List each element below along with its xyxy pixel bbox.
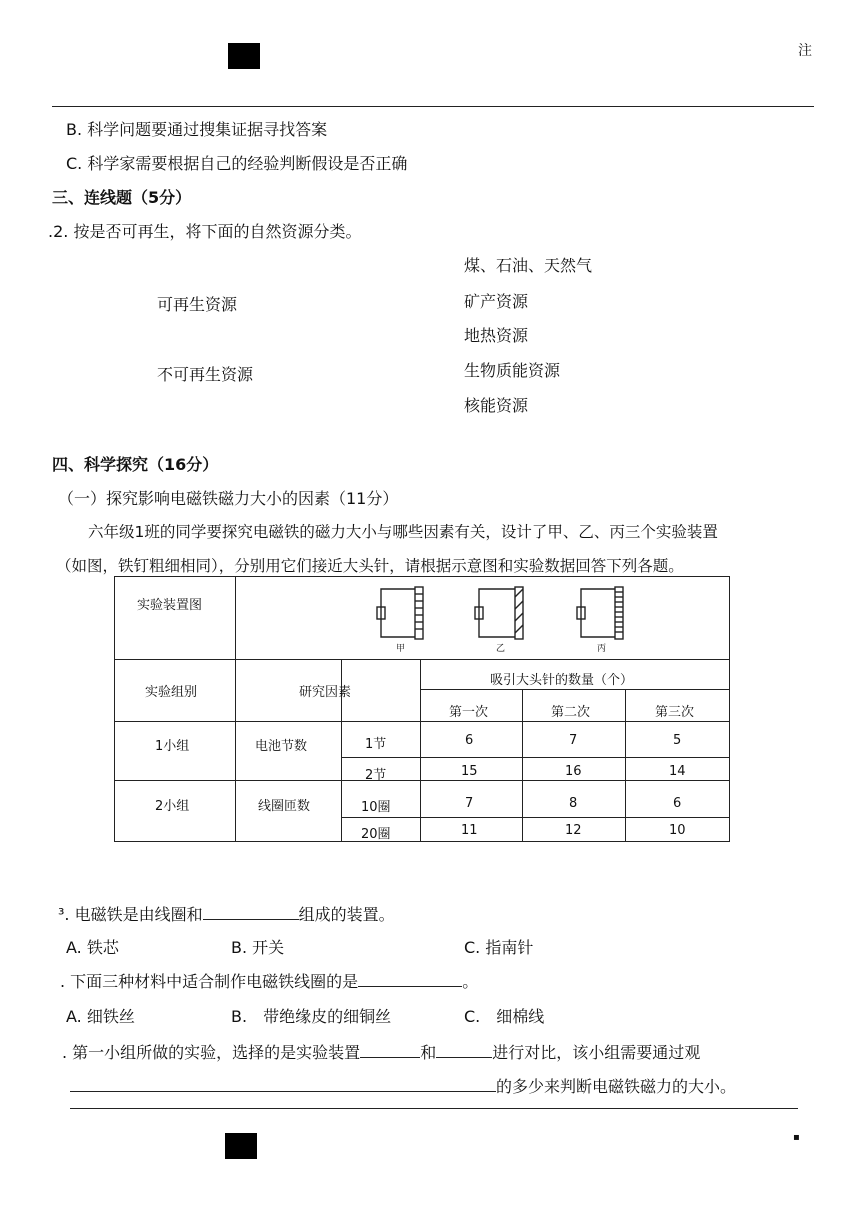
resource-item: 煤、石油、天然气 [464, 256, 593, 275]
trial-header: 第一次 [449, 705, 489, 720]
corner-mark: 注 [798, 43, 812, 59]
question-12: .2. 按是否可再生，将下面的自然资源分类。 [48, 222, 362, 241]
question-a [58, 902, 395, 925]
device-label: 实验装置图 [137, 598, 203, 613]
data-cell: 6 [673, 796, 682, 811]
corner-dot: ▪ [793, 1132, 800, 1143]
answer-blank[interactable] [360, 1043, 420, 1058]
section3-title: 三、连线题（5分） [52, 188, 192, 207]
data-cell: 5 [673, 733, 682, 748]
option-b-line: B. 科学问题要通过搜集证据寻找答案 [66, 120, 328, 139]
question-b-prefix: . 下面三种材料中适合制作电磁铁线圈的是 [60, 972, 359, 991]
answer-blank[interactable] [358, 972, 462, 987]
group-header: 实验组别 [145, 685, 198, 700]
answer-blank[interactable] [70, 1077, 496, 1092]
option: A. 铁芯 [66, 938, 119, 957]
trial-header: 第二次 [551, 705, 591, 720]
option: B. 开关 [231, 938, 285, 957]
subsection1-title: （一）探究影响电磁铁磁力大小的因素（11分） [58, 489, 399, 508]
question-b-suffix: 。 [462, 972, 479, 991]
group-name: 2小组 [155, 799, 190, 814]
question-c [62, 1040, 700, 1063]
data-cell: 6 [465, 733, 474, 748]
group-factor: 线圈匝数 [258, 799, 311, 814]
factor-level: 20圈 [361, 827, 391, 842]
question-c-line2 [70, 1074, 736, 1097]
experiment-table [114, 576, 730, 842]
data-cell: 7 [465, 796, 474, 811]
top-rule [52, 106, 814, 107]
count-header: 吸引大头针的数量（个） [490, 673, 634, 688]
scan-mark-bottom [225, 1133, 257, 1159]
resource-item: 生物质能资源 [464, 361, 561, 380]
question-c-line2-suffix: 的多少来判断电磁铁磁力的大小。 [496, 1077, 737, 1096]
device-jia [377, 587, 423, 639]
intro-line-2: （如图，铁钉粗细相同），分别用它们接近大头针，请根据示意图和实验数据回答下列各题。 [56, 557, 684, 575]
trial-header: 第三次 [655, 705, 695, 720]
option: C. 细棉线 [464, 1007, 545, 1026]
question-b [60, 969, 478, 992]
factor-header: 研究因素 [299, 685, 352, 700]
category-nonrenewable: 不可再生资源 [157, 365, 254, 384]
question-c-mid: 和 [420, 1043, 437, 1062]
data-cell: 10 [669, 823, 686, 838]
bottom-rule [70, 1108, 798, 1109]
data-cell: 15 [461, 764, 478, 779]
group-name: 1小组 [155, 739, 190, 754]
category-renewable: 可再生资源 [157, 295, 238, 314]
resource-item: 矿产资源 [464, 292, 529, 311]
question-c-suffix: 进行对比，该小组需要通过观 [492, 1043, 701, 1062]
device-name-yi: 乙 [496, 644, 506, 654]
device-name-bing: 丙 [597, 644, 607, 654]
device-name-jia: 甲 [396, 644, 406, 654]
resource-item: 核能资源 [464, 396, 529, 415]
answer-blank[interactable] [203, 905, 299, 920]
scan-mark-top [228, 43, 260, 69]
data-cell: 16 [565, 764, 582, 779]
data-cell: 11 [461, 823, 478, 838]
data-cell: 12 [565, 823, 582, 838]
section4-title: 四、科学探究（16分） [52, 455, 219, 474]
resource-item: 地热资源 [464, 326, 529, 345]
question-a-prefix: ³. 电磁铁是由线圈和 [58, 905, 203, 924]
group-factor: 电池节数 [255, 739, 308, 754]
option: C. 指南针 [464, 938, 534, 957]
device-bing [577, 587, 623, 639]
question-c-prefix: . 第一小组所做的实验，选择的是实验装置 [62, 1043, 361, 1062]
factor-level: 10圈 [361, 800, 391, 815]
data-cell: 14 [669, 764, 686, 779]
device-yi [475, 587, 523, 639]
question-a-suffix: 组成的装置。 [298, 905, 395, 924]
intro-line-1: 六年级1班的同学要探究电磁铁的磁力大小与哪些因素有关，设计了甲、乙、丙三个实验装置 [88, 523, 718, 541]
factor-level: 1节 [365, 737, 387, 752]
option: B. 带绝缘皮的细铜丝 [231, 1007, 392, 1026]
data-cell: 7 [569, 733, 578, 748]
option: A. 细铁丝 [66, 1007, 135, 1026]
option-c-line: C. 科学家需要根据自己的经验判断假设是否正确 [66, 154, 408, 173]
answer-blank[interactable] [436, 1043, 492, 1058]
factor-level: 2节 [365, 768, 387, 783]
data-cell: 8 [569, 796, 578, 811]
